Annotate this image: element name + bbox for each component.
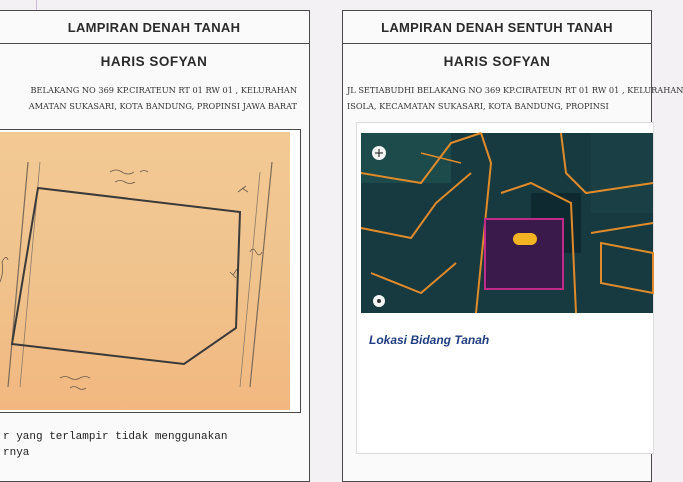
map-drawing <box>361 133 653 313</box>
handwriting-scribble <box>0 257 8 282</box>
parcel-marker <box>513 233 537 245</box>
satellite-map[interactable] <box>361 133 653 313</box>
land-sketch-panel <box>0 10 310 482</box>
handwriting-scribble <box>70 387 86 390</box>
arrow-mark <box>230 269 237 278</box>
address-line: JL SETIABUDHI BELAKANG NO 369 KP.CIRATEUN RT 01 RW 01 , KELURAHAN <box>347 85 683 95</box>
land-map-panel <box>342 10 683 482</box>
note-text <box>3 429 227 461</box>
selected-parcel <box>485 219 563 289</box>
note-line: rnya <box>3 447 30 459</box>
handwriting-scribble <box>60 377 90 380</box>
panel-header: LAMPIRAN DENAH TANAH <box>0 11 309 44</box>
sketch-drawing <box>0 132 290 410</box>
address-line: BELAKANG NO 369 KP.CIRATEUN RT 01 RW 01 , KELURAHAN <box>30 85 297 95</box>
handwriting-scribble <box>110 170 148 174</box>
owner-name: HARIS SOFYAN <box>100 54 208 69</box>
sketch-frame <box>0 129 301 413</box>
arrow-mark <box>238 186 248 192</box>
road-line <box>240 172 260 387</box>
map-card <box>357 123 653 453</box>
location-title: Lokasi Bidang Tanah <box>369 333 490 347</box>
address-line: AMATAN SUKASARI, KOTA BANDUNG, PROPINSI JAWA BARAT <box>28 101 297 111</box>
handwriting-scribble <box>250 249 262 255</box>
land-sketch <box>0 132 290 410</box>
road-line <box>8 162 28 387</box>
handwriting-scribble <box>115 181 135 184</box>
owner-name: HARIS SOFYAN <box>443 54 551 69</box>
address-line: ISOLA, KECAMATAN SUKASARI, KOTA BANDUNG, PROPINSI <box>347 101 609 111</box>
road-line <box>250 162 272 387</box>
note-line: r yang terlampir tidak menggunakan <box>3 431 228 443</box>
parcel-boundary <box>12 188 240 364</box>
panel-header: LAMPIRAN DENAH SENTUH TANAH <box>343 11 651 44</box>
